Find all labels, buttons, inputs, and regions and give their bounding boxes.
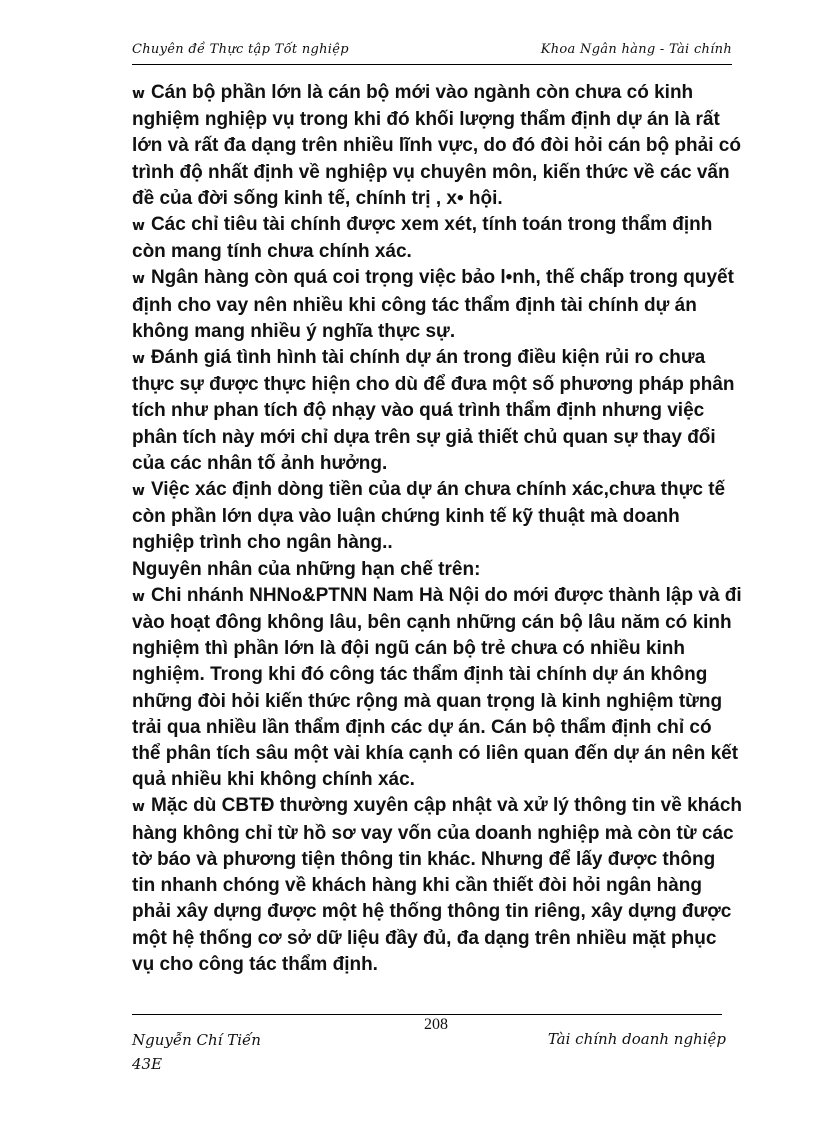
paragraph-7 [132, 583, 742, 794]
header-rule [132, 64, 732, 65]
section-heading [132, 557, 742, 583]
heading-text: Nguyên nhân của những hạn chế trên: [132, 558, 481, 580]
page-number: 208 [424, 1016, 448, 1033]
bullet-marker: w [132, 799, 145, 816]
bullet-marker: w [132, 86, 145, 102]
paragraph-5 [132, 477, 742, 557]
header-left-text: Chuyên đề Thực tập Tốt nghiệp [132, 42, 349, 57]
paragraph-text: Việc xác định dòng tiền của dự án chưa chính xác,chưa thực tế còn phần lớn dựa vào luận chứng kinh tế kỹ thuật mà doanh nghiệp trình cho ngân hàng.. [132, 479, 726, 554]
bullet-marker: w [132, 351, 145, 368]
paragraph-1 [132, 80, 742, 212]
paragraph-2 [132, 212, 742, 265]
page-header [132, 40, 732, 64]
paragraph-text: Đánh giá tình hình tài chính dự án trong điều kiện rủi ro chưa thực sự được thực hiện cho dù để đưa một số phương pháp phân tích như phan tích độ nhạy vào quá trình thẩm định nhưng việc phân tích này mới chỉ dựa trên sự giả thiết chủ quan sự thay đổi của các nhân tố ảnh hưởng. [132, 347, 735, 474]
paragraph-3 [132, 265, 742, 345]
footer-rule [132, 1014, 722, 1015]
paragraph-text: Chi nhánh NHNo&PTNN Nam Hà Nội do mới được thành lập và đi vào hoạt đông không lâu, bên cạnh những cán bộ lâu năm có kinh nghiệm thì phần lớn là đội ngũ cán bộ trẻ chưa có nhiều kinh nghiệm. Trong khi đó công tác thẩm định tài chính dự án không những đòi hỏi kiến thức rộng mà quan trọng là kinh nghiệm từng trải qua nhiều lần thẩm định các dự án. Cán bộ thẩm định chỉ có thể phân tích sâu một vài khía cạnh có liên quan đến dự án nên kết quả nhiều khi không chính xác. [132, 584, 742, 791]
bullet-marker: w [132, 218, 145, 235]
footer-right-text: Tài chính doanh nghiệp [547, 1030, 726, 1048]
author-class: 43E [132, 1055, 163, 1073]
paragraph-text: Mặc dù CBTĐ thường xuyên cập nhật và xử lý thông tin về khách hàng không chỉ từ hồ sơ vay vốn của doanh nghiệp mà còn từ các tờ báo và phương tiện thông tin khác. Nhưng để lấy được thông tin nhanh chóng về khách hàng khi cần thiết đòi hỏi ngân hàng phải xây dựng được một hệ thống thông tin riêng, xây dựng được một hệ thống cơ sở dữ liệu đầy đủ, đa dạng trên nhiều mặt phục vụ cho công tác thẩm định. [132, 795, 742, 975]
bullet-marker: w [132, 271, 145, 288]
bullet-marker: w [132, 588, 145, 605]
document-body [132, 80, 742, 978]
paragraph-text: Ngân hàng còn quá coi trọng việc bảo l•nh, thế chấp trong quyết định cho vay nên nhiều khi công tác thẩm định tài chính dự án không mang nhiều ý nghĩa thực sự. [132, 267, 734, 342]
page-footer [132, 1016, 732, 1076]
paragraph-text: Các chỉ tiêu tài chính được xem xét, tính toán trong thẩm định còn mang tính chưa chính xác. [132, 214, 713, 263]
paragraph-8 [132, 793, 742, 977]
header-right-text: Khoa Ngân hàng - Tài chính [540, 42, 732, 57]
bullet-marker: w [132, 483, 145, 500]
footer-author [132, 1028, 261, 1076]
author-name: Nguyễn Chí Tiến [132, 1031, 261, 1049]
paragraph-text: Cán bộ phần lớn là cán bộ mới vào ngành còn chưa có kinh nghiệm nghiệp vụ trong khi đó khối lượng thẩm định dự án là rất lớn và rất đa dạng trên nhiều lĩnh vực, do đó đòi hỏi cán bộ phải có trình độ nhất định về nghiệp vụ chuyên môn, kiến thức về các vấn đề của đời sống kinh tế, chính trị , x• hội. [132, 82, 741, 209]
paragraph-4 [132, 345, 742, 477]
